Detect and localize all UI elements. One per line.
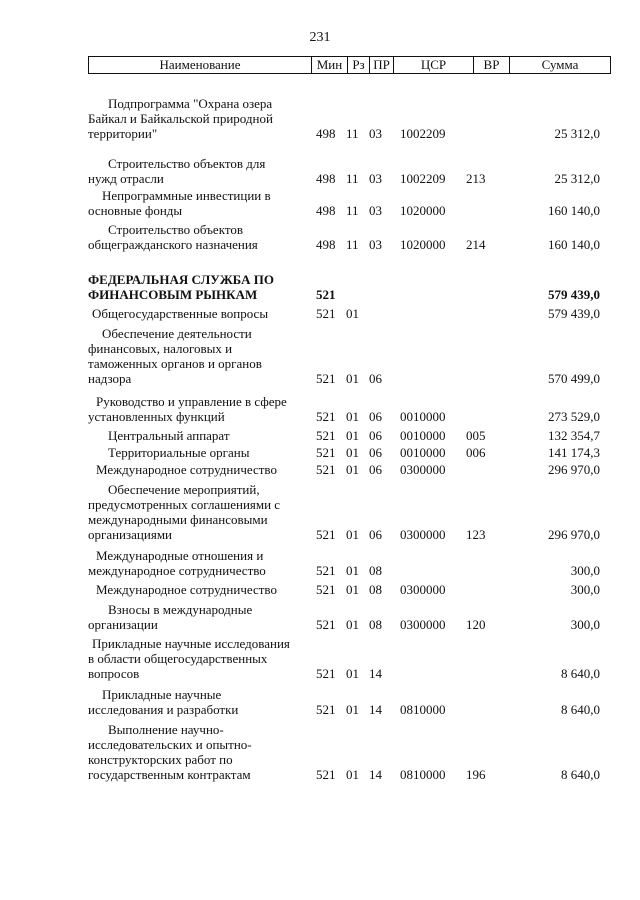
row-rz: 01 [346, 462, 359, 477]
row-pr: 03 [369, 171, 382, 186]
table-header [88, 56, 611, 74]
row-name-line: Обеспечение деятельности [102, 326, 252, 341]
row-sum: 579 439,0 [548, 287, 600, 302]
row-name-line: Руководство и управление в сфере [96, 394, 287, 409]
row-sum: 160 140,0 [548, 237, 600, 252]
row-csr: 1020000 [400, 203, 446, 218]
row-pr: 03 [369, 237, 382, 252]
row-sum: 8 640,0 [561, 767, 600, 782]
header-rz: Рз [348, 57, 370, 73]
header-sum: Сумма [541, 57, 579, 72]
row-name-line: основные фонды [88, 203, 183, 218]
row-sum: 132 354,7 [548, 428, 600, 443]
row-vr: 005 [466, 428, 486, 443]
row-rz: 11 [346, 126, 359, 141]
row-csr: 0300000 [400, 582, 446, 597]
row-pr: 06 [369, 527, 382, 542]
row-rz: 01 [346, 767, 359, 782]
row-name [88, 548, 308, 578]
header-name: Наименование [89, 57, 312, 73]
row-pr: 08 [369, 617, 382, 632]
row-csr: 0300000 [400, 527, 446, 542]
row-min: 521 [316, 409, 336, 424]
row-pr: 06 [369, 409, 382, 424]
row-name-line: Подпрограмма "Охрана озера [108, 96, 273, 111]
row-name-line: общегражданского назначения [88, 237, 258, 252]
row-csr: 0810000 [400, 767, 446, 782]
row-rz: 01 [346, 702, 359, 717]
row-pr: 06 [369, 445, 382, 460]
row-pr: 14 [369, 666, 382, 681]
row-name [88, 306, 308, 321]
row-name-line: государственным контрактам [88, 767, 251, 782]
row-rz: 01 [346, 527, 359, 542]
row-name-line: исследования и разработки [88, 702, 239, 717]
row-rz: 01 [346, 409, 359, 424]
header-csr: ЦСР [394, 57, 474, 73]
row-name-line: международное сотрудничество [88, 563, 266, 578]
row-name [88, 188, 308, 218]
row-name-line: международными финансовыми [88, 512, 268, 527]
row-name-line: ФИНАНСОВЫМ РЫНКАМ [88, 287, 258, 302]
row-name-line: Международное сотрудничество [96, 582, 277, 597]
row-min: 498 [316, 126, 336, 141]
row-name [88, 445, 328, 460]
row-pr: 03 [369, 203, 382, 218]
row-min: 521 [316, 527, 336, 542]
row-min: 498 [316, 203, 336, 218]
row-rz: 01 [346, 582, 359, 597]
row-sum: 160 140,0 [548, 203, 600, 218]
row-name-line: Строительство объектов [108, 222, 243, 237]
row-name-line: Выполнение научно- [108, 722, 224, 737]
row-name-line: Международное сотрудничество [96, 462, 277, 477]
row-csr: 0010000 [400, 428, 446, 443]
row-name-line: исследовательских и опытно- [88, 737, 252, 752]
row-sum: 300,0 [570, 582, 600, 597]
header-pr: ПР [370, 57, 394, 73]
row-pr: 06 [369, 428, 382, 443]
row-sum: 570 499,0 [548, 371, 600, 386]
row-name [88, 394, 308, 424]
row-name [88, 272, 308, 302]
row-csr: 0300000 [400, 462, 446, 477]
row-min: 521 [316, 462, 336, 477]
row-pr: 14 [369, 767, 382, 782]
row-name [88, 582, 316, 597]
row-vr: 196 [466, 767, 486, 782]
row-sum: 296 970,0 [548, 527, 600, 542]
row-name-line: организациями [88, 527, 172, 542]
row-sum: 300,0 [570, 563, 600, 578]
row-vr: 213 [466, 171, 486, 186]
row-name-line: Взносы в международные [108, 602, 253, 617]
row-name-line: предусмотренных соглашениями с [88, 497, 281, 512]
row-sum: 8 640,0 [561, 666, 600, 681]
row-min: 521 [316, 767, 336, 782]
row-sum: 25 312,0 [554, 126, 600, 141]
row-pr: 06 [369, 371, 382, 386]
row-min: 521 [316, 582, 336, 597]
row-name [88, 482, 308, 542]
row-sum: 273 529,0 [548, 409, 600, 424]
row-sum: 8 640,0 [561, 702, 600, 717]
row-csr: 1002209 [400, 171, 446, 186]
row-min: 521 [316, 617, 336, 632]
row-min: 521 [316, 428, 336, 443]
row-name [88, 156, 308, 186]
row-pr: 08 [369, 563, 382, 578]
row-name [88, 428, 328, 443]
row-rz: 01 [346, 428, 359, 443]
row-name-line: в области общегосударственных [88, 651, 268, 666]
header-vr: ВР [474, 57, 510, 73]
row-csr: 0010000 [400, 445, 446, 460]
row-name [88, 636, 308, 681]
row-min: 498 [316, 171, 336, 186]
row-rz: 01 [346, 306, 359, 321]
row-pr: 08 [369, 582, 382, 597]
row-vr: 123 [466, 527, 486, 542]
row-rz: 11 [346, 171, 359, 186]
row-min: 521 [316, 445, 336, 460]
row-name-line: ФЕДЕРАЛЬНАЯ СЛУЖБА ПО [88, 272, 274, 287]
row-name-line: Международные отношения и [96, 548, 264, 563]
row-name-line: Непрограммные инвестиции в [102, 188, 271, 203]
row-sum: 579 439,0 [548, 306, 600, 321]
row-min: 521 [316, 702, 336, 717]
row-name-line: Прикладные научные [102, 687, 222, 702]
row-name [88, 96, 308, 141]
row-csr: 0010000 [400, 409, 446, 424]
row-name-line: Строительство объектов для [108, 156, 266, 171]
row-name-line: Обеспечение мероприятий, [108, 482, 260, 497]
row-name [88, 687, 308, 717]
row-rz: 01 [346, 617, 359, 632]
row-min: 521 [316, 371, 336, 386]
row-name-line: Байкал и Байкальской природной [88, 111, 273, 126]
row-name-line: Общегосударственные вопросы [92, 306, 269, 321]
row-vr: 006 [466, 445, 486, 460]
row-name-line: нужд отрасли [88, 171, 164, 186]
row-name-line: Территориальные органы [108, 445, 250, 460]
row-name-line: таможенных органов и органов [88, 356, 262, 371]
row-csr: 1002209 [400, 126, 446, 141]
row-name-line: финансовых, налоговых и [88, 341, 233, 356]
row-min: 521 [316, 306, 336, 321]
row-sum: 25 312,0 [554, 171, 600, 186]
row-pr: 06 [369, 462, 382, 477]
row-min: 498 [316, 237, 336, 252]
row-min: 521 [316, 563, 336, 578]
row-pr: 14 [369, 702, 382, 717]
row-rz: 01 [346, 563, 359, 578]
row-name [88, 222, 308, 252]
row-min: 521 [316, 666, 336, 681]
row-name [88, 326, 308, 386]
row-vr: 120 [466, 617, 486, 632]
row-name [88, 602, 308, 632]
row-rz: 01 [346, 445, 359, 460]
row-name [88, 462, 316, 477]
row-rz: 11 [346, 237, 359, 252]
row-rz: 01 [346, 371, 359, 386]
row-name-line: организации [88, 617, 158, 632]
header-min: Мин [312, 57, 348, 73]
row-name-line: Центральный аппарат [108, 428, 230, 443]
row-pr: 03 [369, 126, 382, 141]
row-name-line: Прикладные научные исследования [92, 636, 290, 651]
row-sum: 300,0 [570, 617, 600, 632]
row-name-line: конструкторских работ по [88, 752, 233, 767]
row-name-line: установленных функций [88, 409, 225, 424]
row-name-line: территории" [88, 126, 158, 141]
row-name [88, 722, 308, 782]
row-sum: 296 970,0 [548, 462, 600, 477]
page-number: 231 [309, 30, 331, 45]
row-csr: 0810000 [400, 702, 446, 717]
row-min: 521 [316, 287, 336, 302]
row-csr: 0300000 [400, 617, 446, 632]
row-rz: 01 [346, 666, 359, 681]
row-name-line: вопросов [88, 666, 140, 681]
row-vr: 214 [466, 237, 486, 252]
row-sum: 141 174,3 [548, 445, 600, 460]
row-name-line: надзора [88, 371, 132, 386]
row-rz: 11 [346, 203, 359, 218]
row-csr: 1020000 [400, 237, 446, 252]
